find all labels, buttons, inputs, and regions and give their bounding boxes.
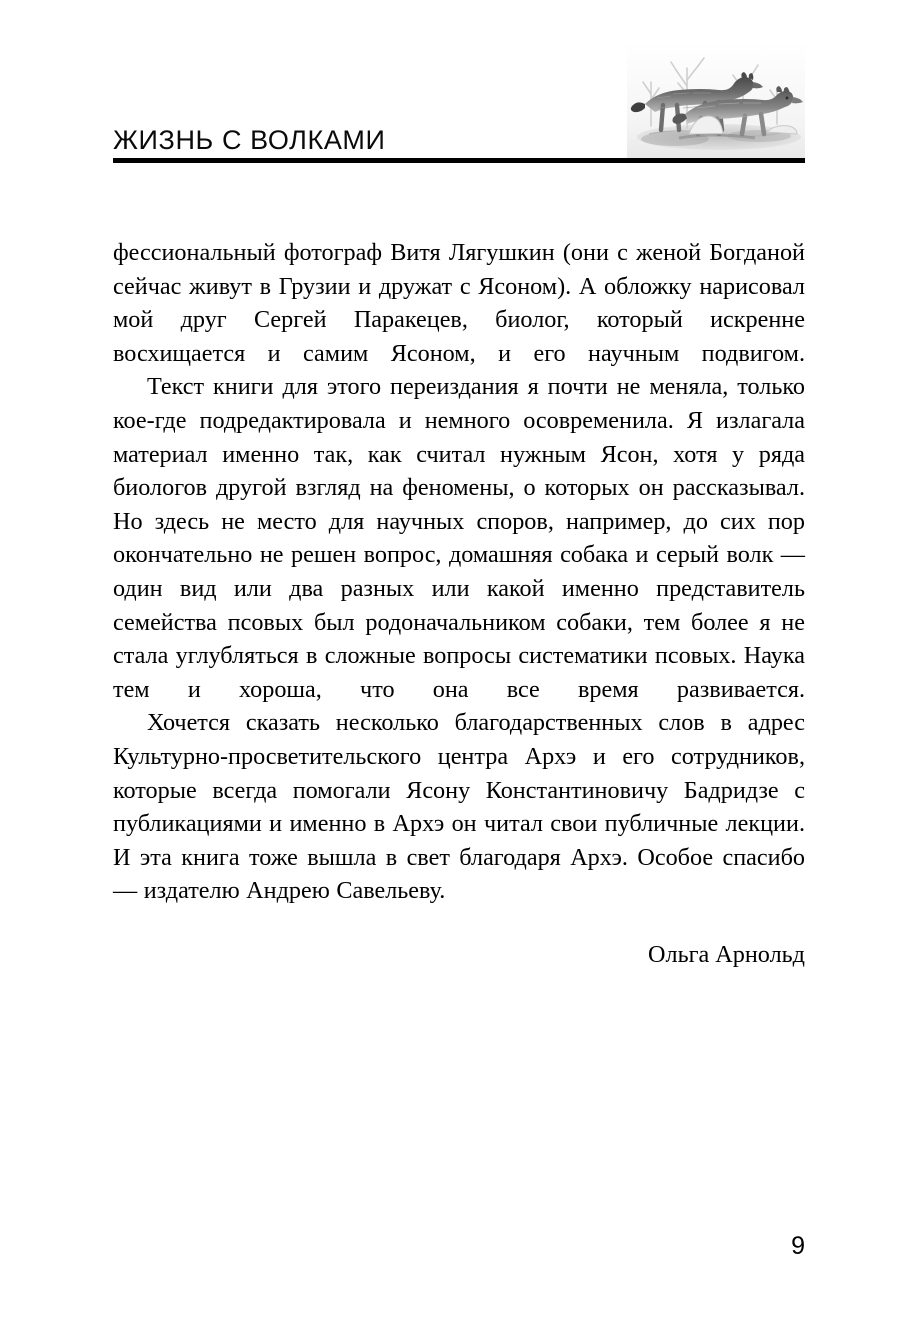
body-text [113, 236, 805, 971]
page-number: 9 [791, 1232, 805, 1260]
page-title: ЖИЗНЬ С ВОЛКАМИ [113, 125, 386, 155]
paragraph-2: Текст книги для этого переиздания я почти не меняла, только кое-где подредактировала и немного осовременила. Я излагала материал именно так, как считал нужным Ясон, хотя у ряда биологов другой взгляд на феномены, о которых он рассказывал. Но здесь не место для научных споров, например, до сих пор окончательно не решен вопрос, домашняя собака и серый волк — один вид или два разных или какой именно представитель семейства псовых был родоначальником собаки, тем более я не стала углубляться в сложные вопросы систематики псовых. Наука тем и хороша, что она все время развивается. [113, 373, 805, 703]
paragraph-3: Хочется сказать несколько благодарственных слов в адрес Культурно-просветительского центра Архэ и его сотрудников, которые всегда помогали Ясону Константиновичу Бадридзе с публикациями и именно в Архэ он читал свои публичные лекции. И эта книга тоже вышла в свет благодаря Архэ. Особое спасибо — издателю Андрею Савельеву. [113, 709, 805, 905]
running-head [113, 42, 805, 164]
paragraph-1: фессиональный фотограф Витя Лягушкин (они с женой Богданой сейчас живут в Грузии и дружат с Ясоном). А обложку нарисовал мой друг Сергей Паракецев, биолог, который искренне восхищается и самим Ясоном, и его научным подвигом. [113, 239, 805, 367]
header-divider [113, 158, 805, 163]
two-wolves-engraving-icon [627, 42, 805, 160]
author-signature: Ольга Арнольд [648, 940, 805, 968]
